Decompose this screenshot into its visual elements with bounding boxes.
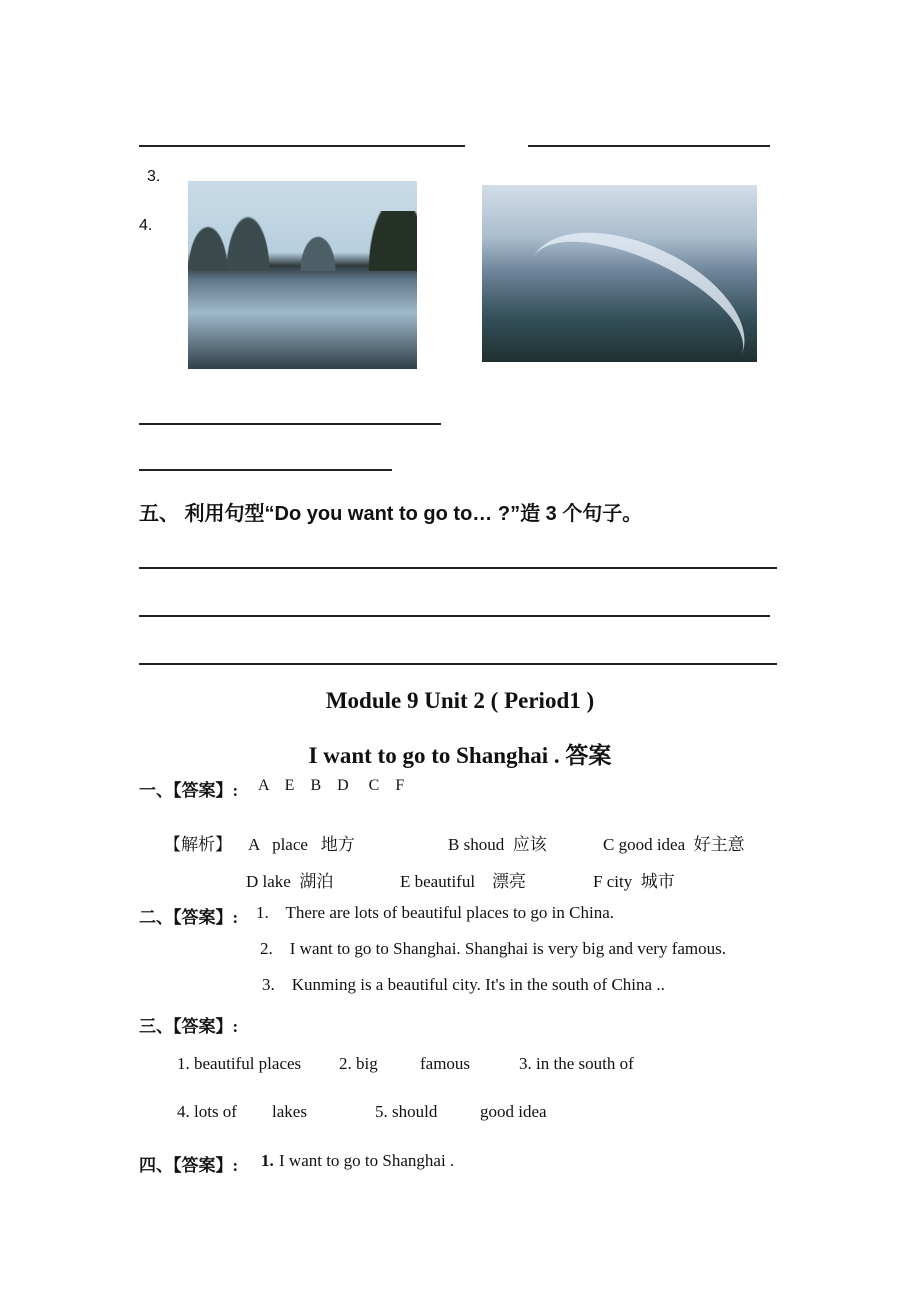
q4-answer: I want to go to Shanghai .: [279, 1151, 455, 1170]
q4-number: 1.: [261, 1151, 274, 1170]
item-number: 4.: [139, 217, 153, 234]
lake-mountains-photo: [188, 181, 417, 369]
answer-line[interactable]: [139, 423, 441, 425]
q3-item: 3. in the south of: [519, 1054, 634, 1073]
answer-line[interactable]: [528, 145, 770, 147]
section-5-title: 五、 利用句型“Do you want to go to… ?”造 3 个句子。: [139, 503, 643, 525]
q2-item: 2. I want to go to Shanghai. Shanghai is very big and very famous.: [260, 939, 727, 958]
q1-answers: A E B D C F: [258, 777, 405, 794]
analysis-item: D lake 湖泊: [246, 872, 334, 891]
analysis-item: C good idea 好主意: [603, 835, 745, 854]
analysis-item: E beautiful 漂亮: [400, 872, 527, 891]
q3-item: 5. should: [375, 1102, 438, 1121]
answer-line[interactable]: [139, 567, 777, 569]
q3-item: 4. lots of: [177, 1102, 237, 1121]
q2-item: 1. There are lots of beautiful places to go in China.: [256, 903, 615, 922]
analysis-label: 【解析】: [164, 835, 232, 854]
analysis-item: F city 城市: [593, 872, 675, 891]
answer-subheading: I want to go to Shanghai . 答案: [308, 743, 612, 768]
q1-label: 一、【答案】:: [139, 781, 239, 800]
q3-item: lakes: [272, 1102, 307, 1121]
q3-item: good idea: [480, 1102, 547, 1121]
q3-item: famous: [420, 1054, 471, 1073]
river-valley-photo: [482, 185, 757, 362]
answer-line[interactable]: [139, 615, 770, 617]
q3-item: 1. beautiful places: [177, 1054, 302, 1073]
answer-line[interactable]: [139, 145, 465, 147]
q4-label: 四、【答案】:: [139, 1156, 239, 1175]
q2-label: 二、【答案】:: [139, 908, 239, 927]
answer-line[interactable]: [139, 469, 392, 471]
answer-heading: Module 9 Unit 2 ( Period1 ): [325, 688, 595, 713]
answer-line[interactable]: [139, 663, 777, 665]
q3-item: 2. big: [339, 1054, 378, 1073]
analysis-item: B shoud 应该: [448, 835, 547, 854]
q3-label: 三、【答案】:: [139, 1017, 239, 1036]
item-number: 3.: [147, 168, 161, 185]
q2-item: 3. Kunming is a beautiful city. It's in the south of China ..: [262, 975, 665, 994]
analysis-item: A place 地方: [248, 835, 355, 854]
